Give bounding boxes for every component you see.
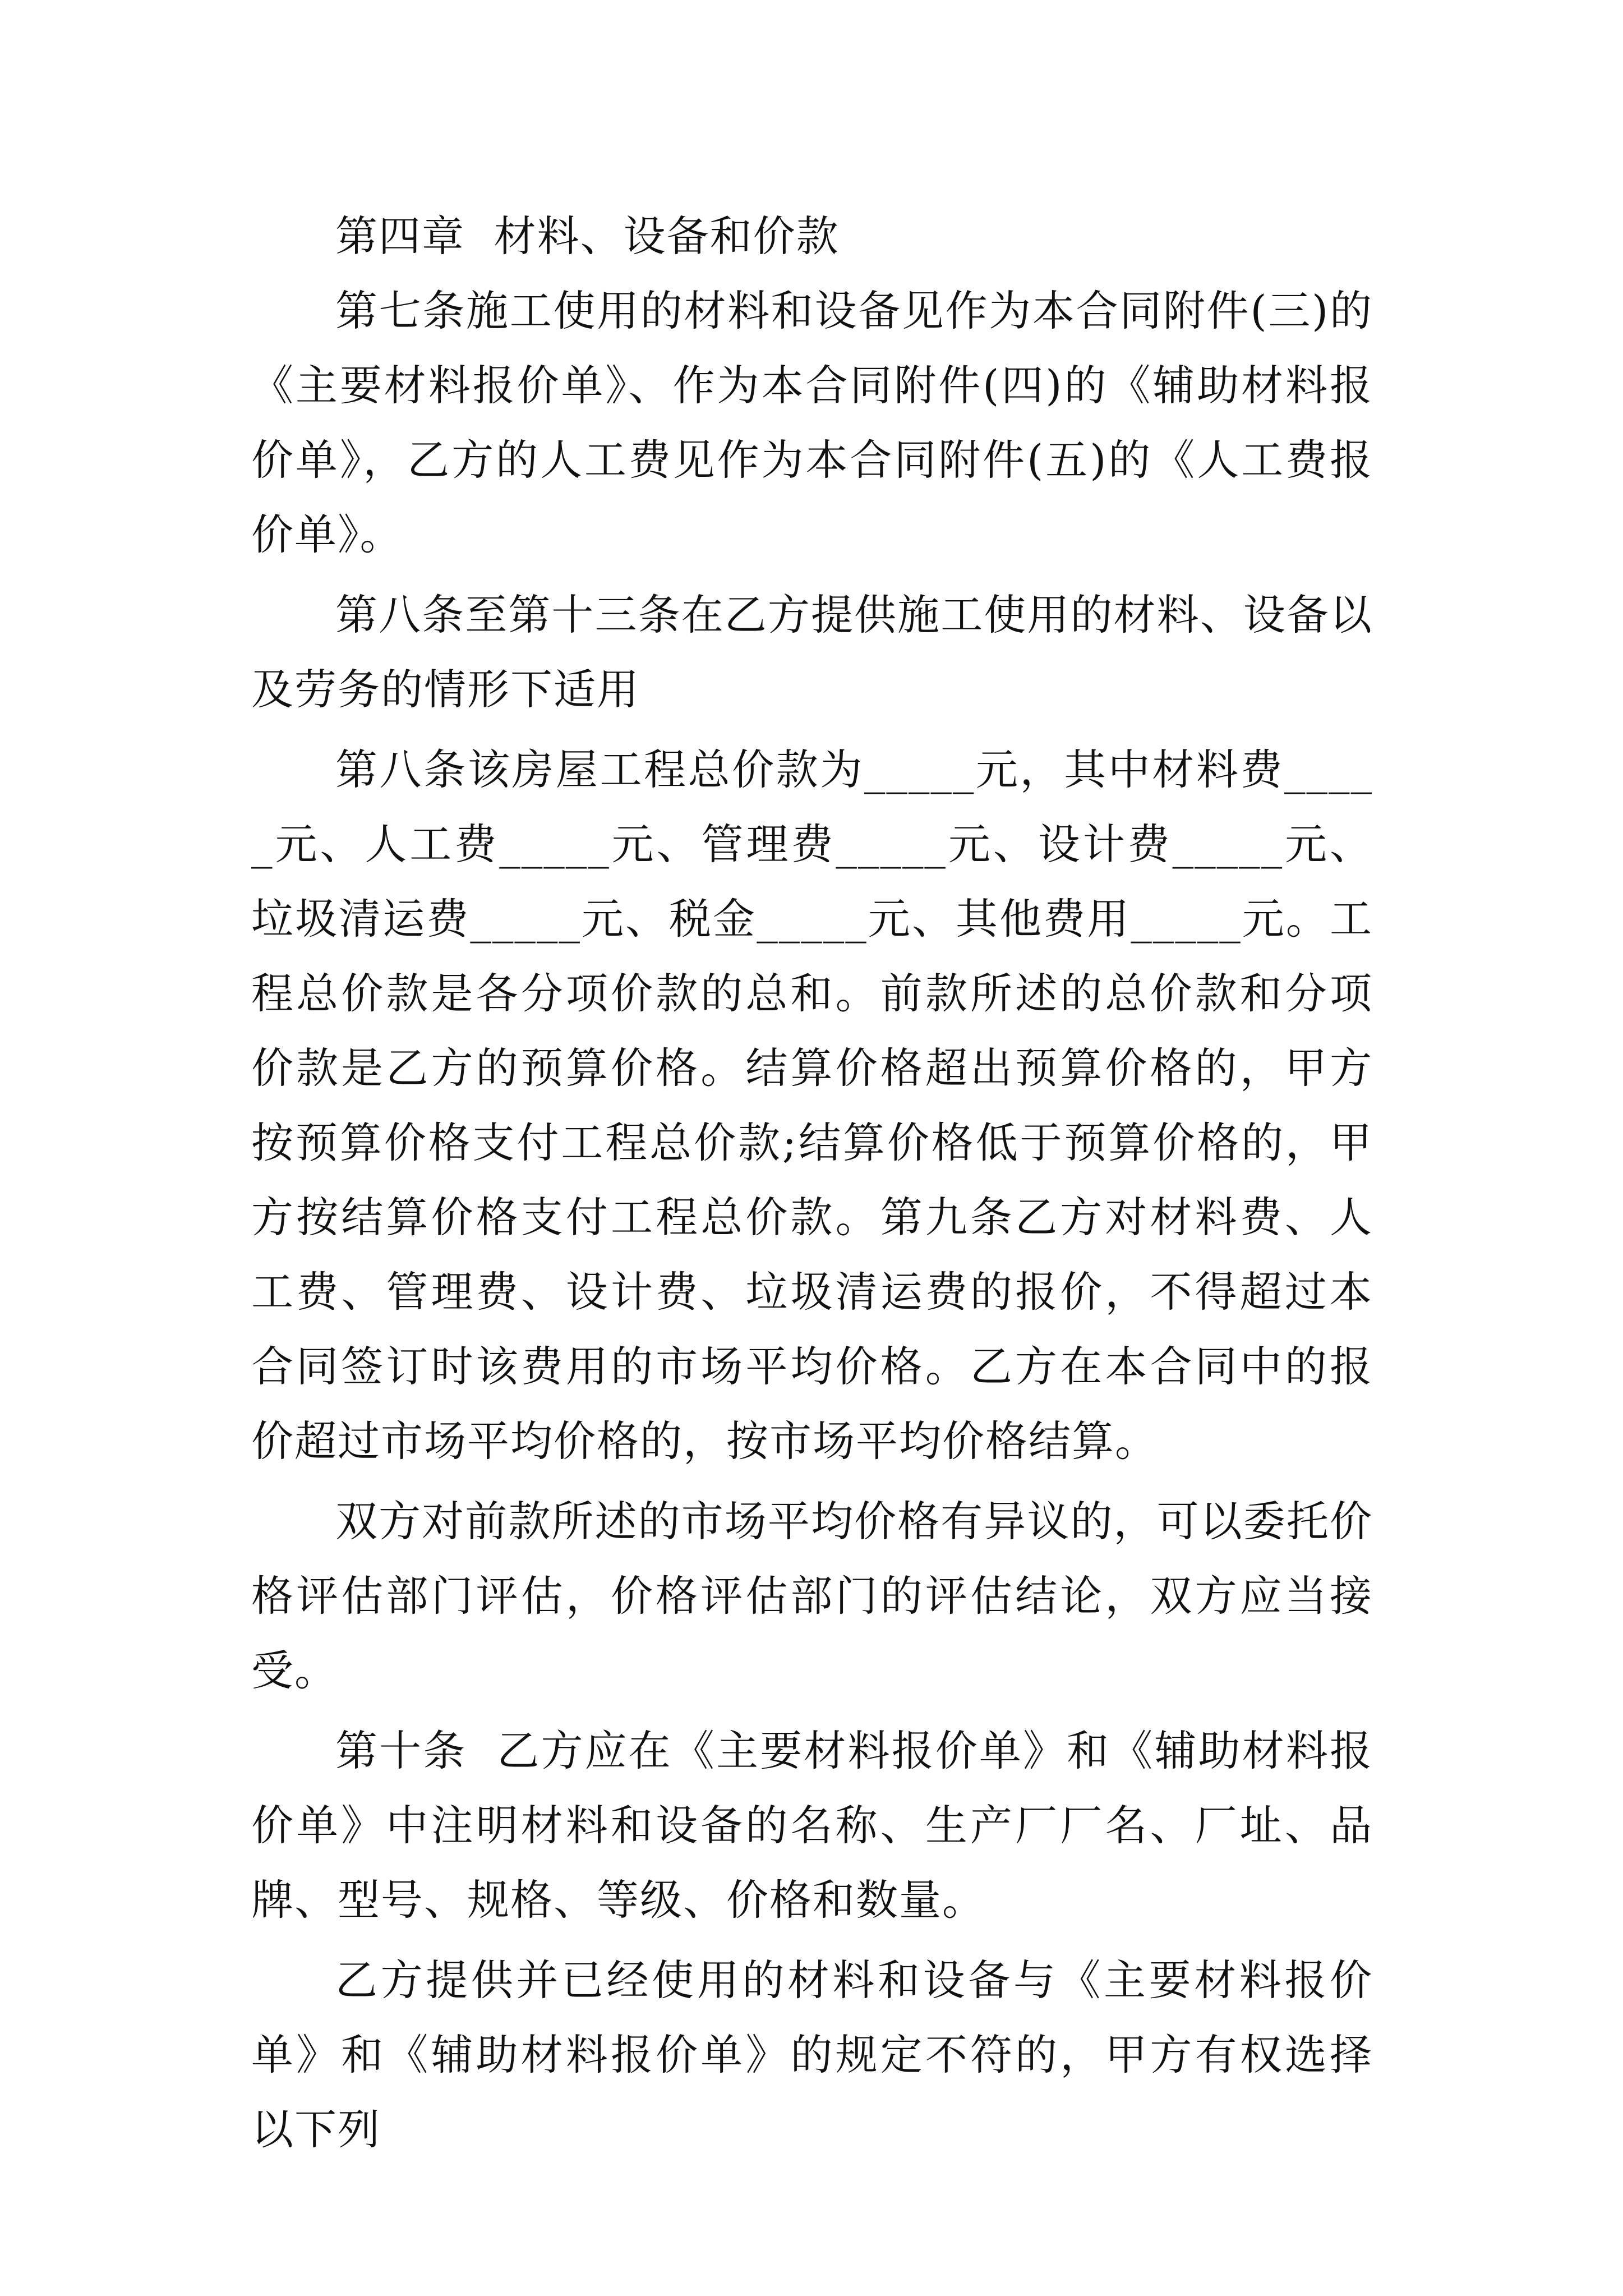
paragraph-article-8-9: 第八条该房屋工程总价款为_____元，其中材料费_____元、人工费_____元、管理费_____元、设计费_____元、垃圾清运费_____元、税金_____元、其他费用_____元。工程总价款是各分项价款的总和。前款所述的总价款和分项价款是乙方的预算价格。结算价格超出预算价格的，甲方按预算价格支付工程总价款;结算价格低于预算价格的，甲方按结算价格支付工程总价款。第九条乙方对材料费、人工费、管理费、设计费、垃圾清运费的报价，不得超过本合同签订时该费用的市场平均价格。乙方在本合同中的报价超过市场平均价格的，按市场平均价格结算。 <box>251 745 1373 1466</box>
paragraph-article-7: 第七条施工使用的材料和设备见作为本合同附件(三)的《主要材料报价单》、作为本合同附件(四)的《辅助材料报价单》，乙方的人工费见作为本合同附件(五)的《人工费报价单》。 <box>251 286 1373 559</box>
paragraph-nonconforming-materials: 乙方提供并已经使用的材料和设备与《主要材料报价单》和《辅助材料报价单》的规定不符的，甲方有权选择以下列 <box>251 1955 1373 2154</box>
paragraph-article-10: 第十条 乙方应在《主要材料报价单》和《辅助材料报价单》中注明材料和设备的名称、生产厂厂名、厂址、品牌、型号、规格、等级、价格和数量。 <box>251 1726 1373 1925</box>
paragraph-applicability: 第八条至第十三条在乙方提供施工使用的材料、设备以及劳务的情形下适用 <box>251 590 1373 714</box>
document-body <box>251 199 1373 2167</box>
chapter-heading: 第四章 材料、设备和价款 <box>335 211 840 261</box>
paragraph-price-dispute: 双方对前款所述的市场平均价格有异议的，可以委托价格评估部门评估，价格评估部门的评估结论，双方应当接受。 <box>251 1497 1373 1695</box>
